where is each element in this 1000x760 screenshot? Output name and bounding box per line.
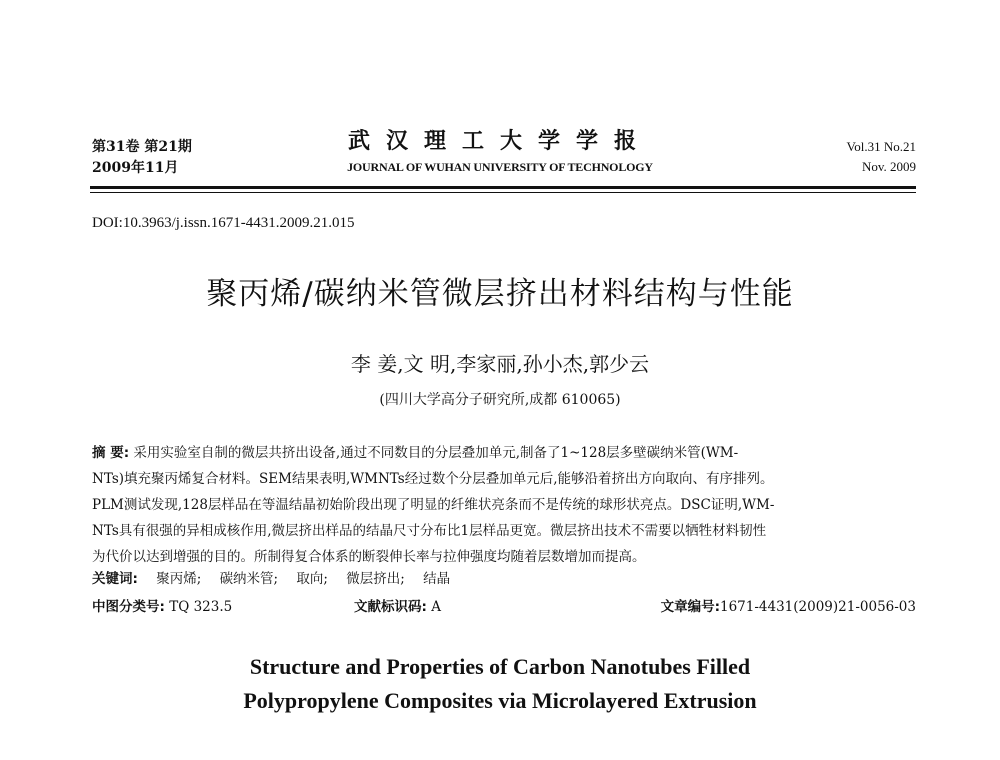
article-title-en (0, 650, 1000, 718)
keyword-item: 聚丙烯; (156, 571, 202, 587)
doc-code-label: 文献标识码: (354, 599, 427, 615)
keywords-label: 关键词: (92, 571, 138, 587)
volume-issue-en: Vol.31 No.21 (846, 139, 916, 154)
classification-row (92, 595, 918, 617)
article-title-cn: 聚丙烯/碳纳米管微层挤出材料结构与性能 (206, 276, 794, 312)
keyword-item: 取向; (296, 571, 328, 587)
document-code (354, 595, 441, 615)
clc-code (92, 595, 232, 615)
title-en-line: Structure and Properties of Carbon Nanotubes Filled (249, 654, 751, 679)
journal-name-en: JOURNAL OF WUHAN UNIVERSITY OF TECHNOLOGY (347, 160, 653, 174)
abstract-line: PLM测试发现,128层样品在等温结晶初始阶段出现了明显的纤维状亮条而不是传统的球形状亮点。DSC证明,WM- (92, 497, 775, 513)
abstract-label: 摘 要: (92, 445, 130, 461)
date-en: Nov. 2009 (861, 159, 916, 174)
title-en-line: Polypropylene Composites via Microlayered Extrusion (243, 688, 757, 713)
doc-code-value: A (431, 599, 441, 615)
keyword-item: 碳纳米管; (219, 571, 279, 587)
header-rule-thick (90, 186, 916, 189)
abstract-line: NTs具有很强的异相成核作用,微层挤出样品的结晶尺寸分布比1层样品更宽。微层挤出技术不需要以牺牲材料韧性 (92, 523, 767, 539)
abstract-line: NTs)填充聚丙烯复合材料。SEM结果表明,WMNTs经过数个分层叠加单元后,能够沿着挤出方向取向、有序排列。 (92, 471, 774, 487)
keyword-item: 结晶 (423, 571, 451, 587)
article-number (661, 595, 916, 615)
article-no-value: 1671-4431(2009)21-0056-03 (719, 599, 916, 615)
clc-value: TQ 323.5 (169, 599, 233, 615)
clc-label: 中图分类号: (92, 599, 165, 615)
keyword-item: 微层挤出; (346, 571, 405, 587)
date-cn: 2009年11月 (92, 160, 179, 176)
keywords (92, 567, 450, 587)
journal-issue-info-en (847, 137, 916, 177)
abstract (92, 440, 918, 570)
abstract-line (92, 440, 918, 466)
abstract-text: 采用实验室自制的微层共挤出设备,通过不同数目的分层叠加单元,制备了1~128层多壁碳纳米管(WM- (133, 445, 739, 461)
affiliation: (四川大学高分子研究所,成都 610065) (379, 392, 621, 408)
doi-line: DOI:10.3963/j.issn.1671-4431.2009.21.015 (92, 215, 355, 231)
journal-name-cn: 武汉理工大学学报 (347, 129, 652, 154)
author-list: 李 姜,文 明,李家丽,孙小杰,郭少云 (350, 352, 650, 376)
header-rule-thin (90, 192, 916, 193)
article-no-label: 文章编号: (660, 599, 720, 615)
abstract-line: 为代价以达到增强的目的。所制得复合体系的断裂伸长率与拉伸强度均随着层数增加而提高。 (92, 549, 646, 565)
volume-issue-cn: 第31卷 第21期 (92, 139, 192, 155)
